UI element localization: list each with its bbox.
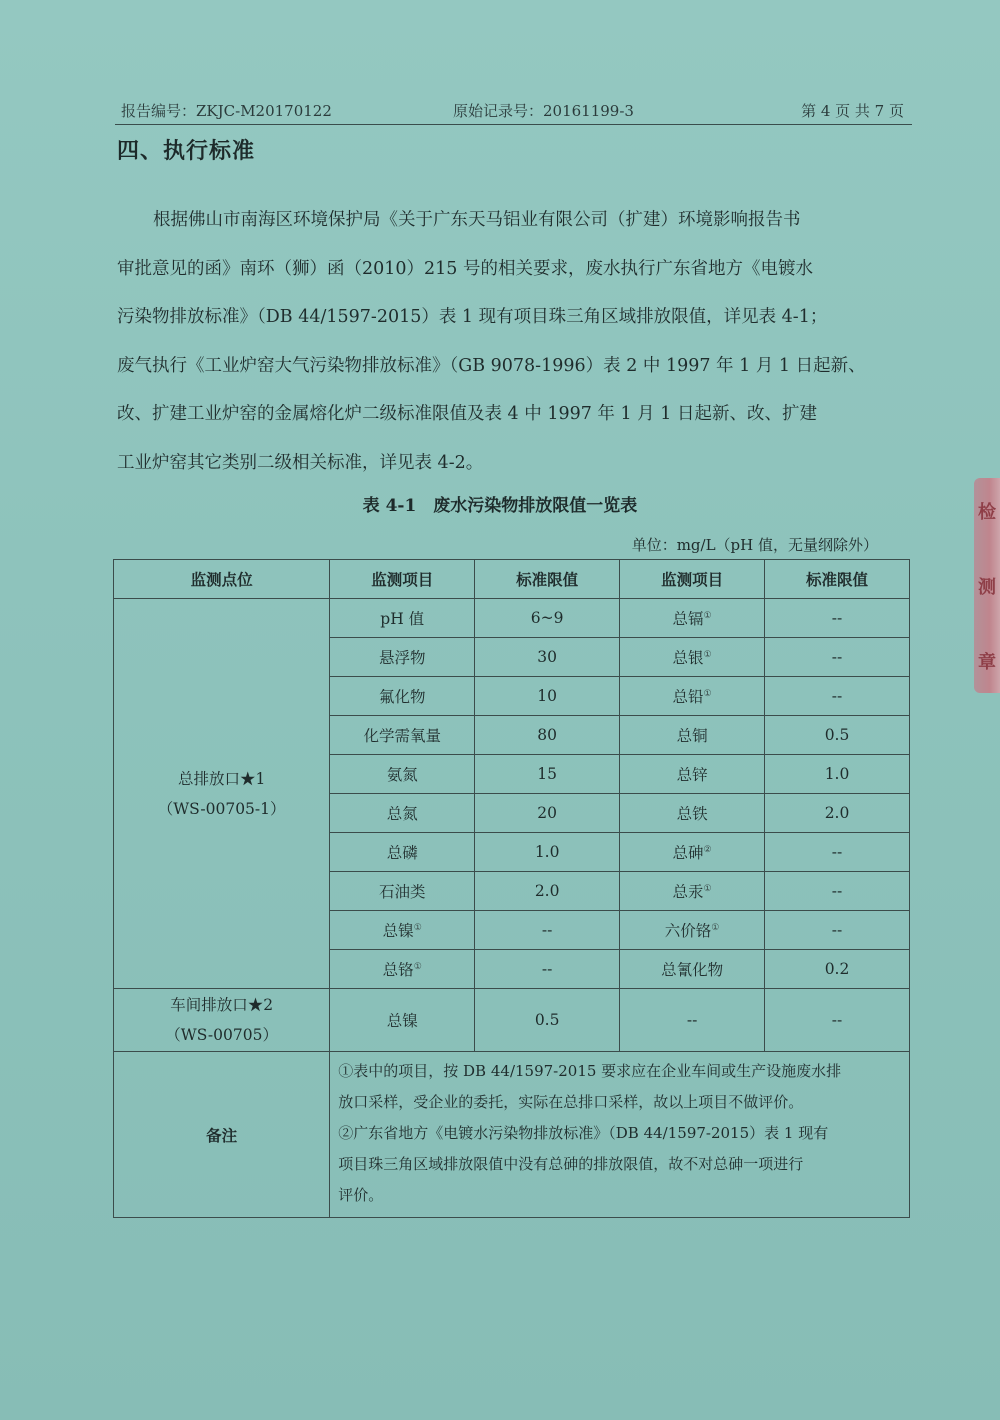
item-cell xyxy=(330,911,475,950)
item-cell xyxy=(330,950,475,989)
limit-cell: 10 xyxy=(475,677,620,716)
location-cell xyxy=(114,989,330,1052)
limit-cell: 0.5 xyxy=(475,989,620,1052)
paragraph-line: 改、扩建工业炉窑的金属熔化炉二级标准限值及表 4 中 1997 年 1 月 1 日起新、改、扩建 xyxy=(117,404,817,425)
location-cell xyxy=(114,599,330,989)
paragraph-line: 废气执行《工业炉窑大气污染物排放标准》（GB 9078-1996）表 2 中 1997 年 1 月 1 日起新、 xyxy=(117,355,866,376)
location-code: （WS-00705-1） xyxy=(157,799,286,818)
limit-cell: 0.2 xyxy=(765,950,910,989)
wastewater-limits-table xyxy=(113,559,910,1218)
item-name: 总镍 xyxy=(386,1012,418,1030)
item-name: 氟化物 xyxy=(378,688,426,706)
stamp-char: 章 xyxy=(978,652,996,673)
table-title: 表 4-1 废水污染物排放限值一览表 xyxy=(362,496,638,516)
header-cell: 监测项目 xyxy=(620,560,765,599)
item-cell xyxy=(620,911,765,950)
item-cell xyxy=(330,638,475,677)
table-body xyxy=(114,599,910,1218)
limit-cell: 2.0 xyxy=(475,872,620,911)
item-name: 总铅 xyxy=(672,688,704,706)
item-cell xyxy=(330,755,475,794)
report-number: 报告编号：ZKJC-M20170122 xyxy=(121,102,332,120)
remark-line: ②广东省地方《电镀水污染物排放标准》（DB 44/1597-2015）表 1 现有 xyxy=(338,1124,829,1142)
item-name: 氨氮 xyxy=(386,766,418,784)
limit-cell: -- xyxy=(765,599,910,638)
limit-cell: -- xyxy=(475,911,620,950)
item-name: 总铜 xyxy=(676,727,708,745)
remark-line: 项目珠三角区域排放限值中没有总砷的排放限值，故不对总砷一项进行 xyxy=(338,1155,804,1173)
footnote-marker: ① xyxy=(413,922,422,933)
limit-cell: -- xyxy=(765,638,910,677)
item-cell xyxy=(330,794,475,833)
item-name: 六价铬 xyxy=(664,922,712,940)
paragraph-line: 污染物排放标准》（DB 44/1597-2015）表 1 现有项目珠三角区域排放限值，详见表 4-1； xyxy=(117,307,828,328)
item-name: -- xyxy=(686,1011,698,1029)
standards-paragraph xyxy=(117,196,909,488)
footnote-marker: ① xyxy=(711,922,720,933)
limit-cell: -- xyxy=(765,872,910,911)
item-name: 总汞 xyxy=(672,883,704,901)
item-name: 总氰化物 xyxy=(661,961,724,979)
item-name: pH 值 xyxy=(380,610,425,628)
remark-label: 备注 xyxy=(114,1052,330,1218)
item-cell xyxy=(620,716,765,755)
item-name: 总银 xyxy=(672,649,704,667)
location-name: 总排放口★1 xyxy=(177,769,266,788)
item-cell xyxy=(620,989,765,1052)
header-cell: 监测点位 xyxy=(114,560,330,599)
item-cell xyxy=(620,872,765,911)
limit-cell: -- xyxy=(765,989,910,1052)
location-name: 车间排放口★2 xyxy=(170,996,274,1014)
header-cell: 标准限值 xyxy=(475,560,620,599)
item-name: 总镍 xyxy=(382,922,414,940)
item-cell xyxy=(620,794,765,833)
header-cell: 监测项目 xyxy=(330,560,475,599)
footnote-marker: ① xyxy=(703,649,712,660)
item-cell xyxy=(330,716,475,755)
limit-cell: 6~9 xyxy=(475,599,620,638)
limit-cell: 1.0 xyxy=(765,755,910,794)
remark-line: ①表中的项目，按 DB 44/1597-2015 要求应在企业车间或生产设施废水排 xyxy=(338,1062,842,1080)
limit-cell: 0.5 xyxy=(765,716,910,755)
footnote-marker: ① xyxy=(703,883,712,894)
paragraph-line: 根据佛山市南海区环境保护局《关于广东天马铝业有限公司（扩建）环境影响报告书 xyxy=(153,210,801,230)
page-header xyxy=(115,98,912,125)
item-cell xyxy=(620,677,765,716)
table-row xyxy=(114,989,910,1052)
limit-cell: 30 xyxy=(475,638,620,677)
record-number: 原始记录号：20161199-3 xyxy=(453,102,634,120)
red-seal-stamp xyxy=(974,478,1000,693)
limit-cell: 80 xyxy=(475,716,620,755)
item-cell xyxy=(620,755,765,794)
limit-cell: 2.0 xyxy=(765,794,910,833)
limit-cell: -- xyxy=(765,677,910,716)
item-name: 悬浮物 xyxy=(378,649,426,667)
footnote-marker: ① xyxy=(703,610,712,621)
table-row xyxy=(114,599,910,638)
paragraph-line: 审批意见的函》南环（狮）函（2010）215 号的相关要求，废水执行广东省地方《电镀水 xyxy=(117,258,813,279)
footnote-marker: ② xyxy=(703,844,712,855)
item-cell xyxy=(620,950,765,989)
item-name: 总铁 xyxy=(676,805,708,823)
limit-cell: -- xyxy=(475,950,620,989)
item-name: 总砷 xyxy=(672,844,704,862)
item-name: 总镉 xyxy=(672,610,704,628)
table-unit: 单位：mg/L（pH 值，无量纲除外） xyxy=(631,536,878,554)
footnote-marker: ① xyxy=(703,688,712,699)
item-cell xyxy=(330,599,475,638)
limit-cell: 15 xyxy=(475,755,620,794)
remark-line: 放口采样，受企业的委托，实际在总排口采样，故以上项目不做评价。 xyxy=(338,1093,804,1111)
stamp-char: 检 xyxy=(978,502,996,523)
paragraph-line: 工业炉窑其它类别二级相关标准，详见表 4-2。 xyxy=(117,452,484,473)
remark-line: 评价。 xyxy=(338,1186,384,1204)
item-name: 化学需氧量 xyxy=(363,727,441,745)
item-name: 总铬 xyxy=(382,961,414,979)
limit-cell: -- xyxy=(765,833,910,872)
limit-cell: 20 xyxy=(475,794,620,833)
item-cell xyxy=(330,677,475,716)
item-cell xyxy=(620,638,765,677)
table-header-row xyxy=(114,560,910,599)
item-cell xyxy=(330,833,475,872)
stamp-char: 测 xyxy=(978,577,996,598)
item-cell xyxy=(330,989,475,1052)
remark-row xyxy=(114,1052,910,1218)
page-number: 第 4 页 共 7 页 xyxy=(801,102,904,120)
header-cell: 标准限值 xyxy=(765,560,910,599)
item-name: 总氮 xyxy=(386,805,418,823)
section-title: 四、执行标准 xyxy=(117,138,256,164)
limit-cell: -- xyxy=(765,911,910,950)
item-cell xyxy=(620,833,765,872)
remark-text xyxy=(330,1052,910,1218)
limit-cell: 1.0 xyxy=(475,833,620,872)
item-name: 总锌 xyxy=(676,766,708,784)
item-name: 石油类 xyxy=(378,883,426,901)
item-cell xyxy=(620,599,765,638)
footnote-marker: ① xyxy=(413,961,422,972)
item-name: 总磷 xyxy=(386,844,418,862)
item-cell xyxy=(330,872,475,911)
location-code: （WS-00705） xyxy=(165,1026,278,1044)
